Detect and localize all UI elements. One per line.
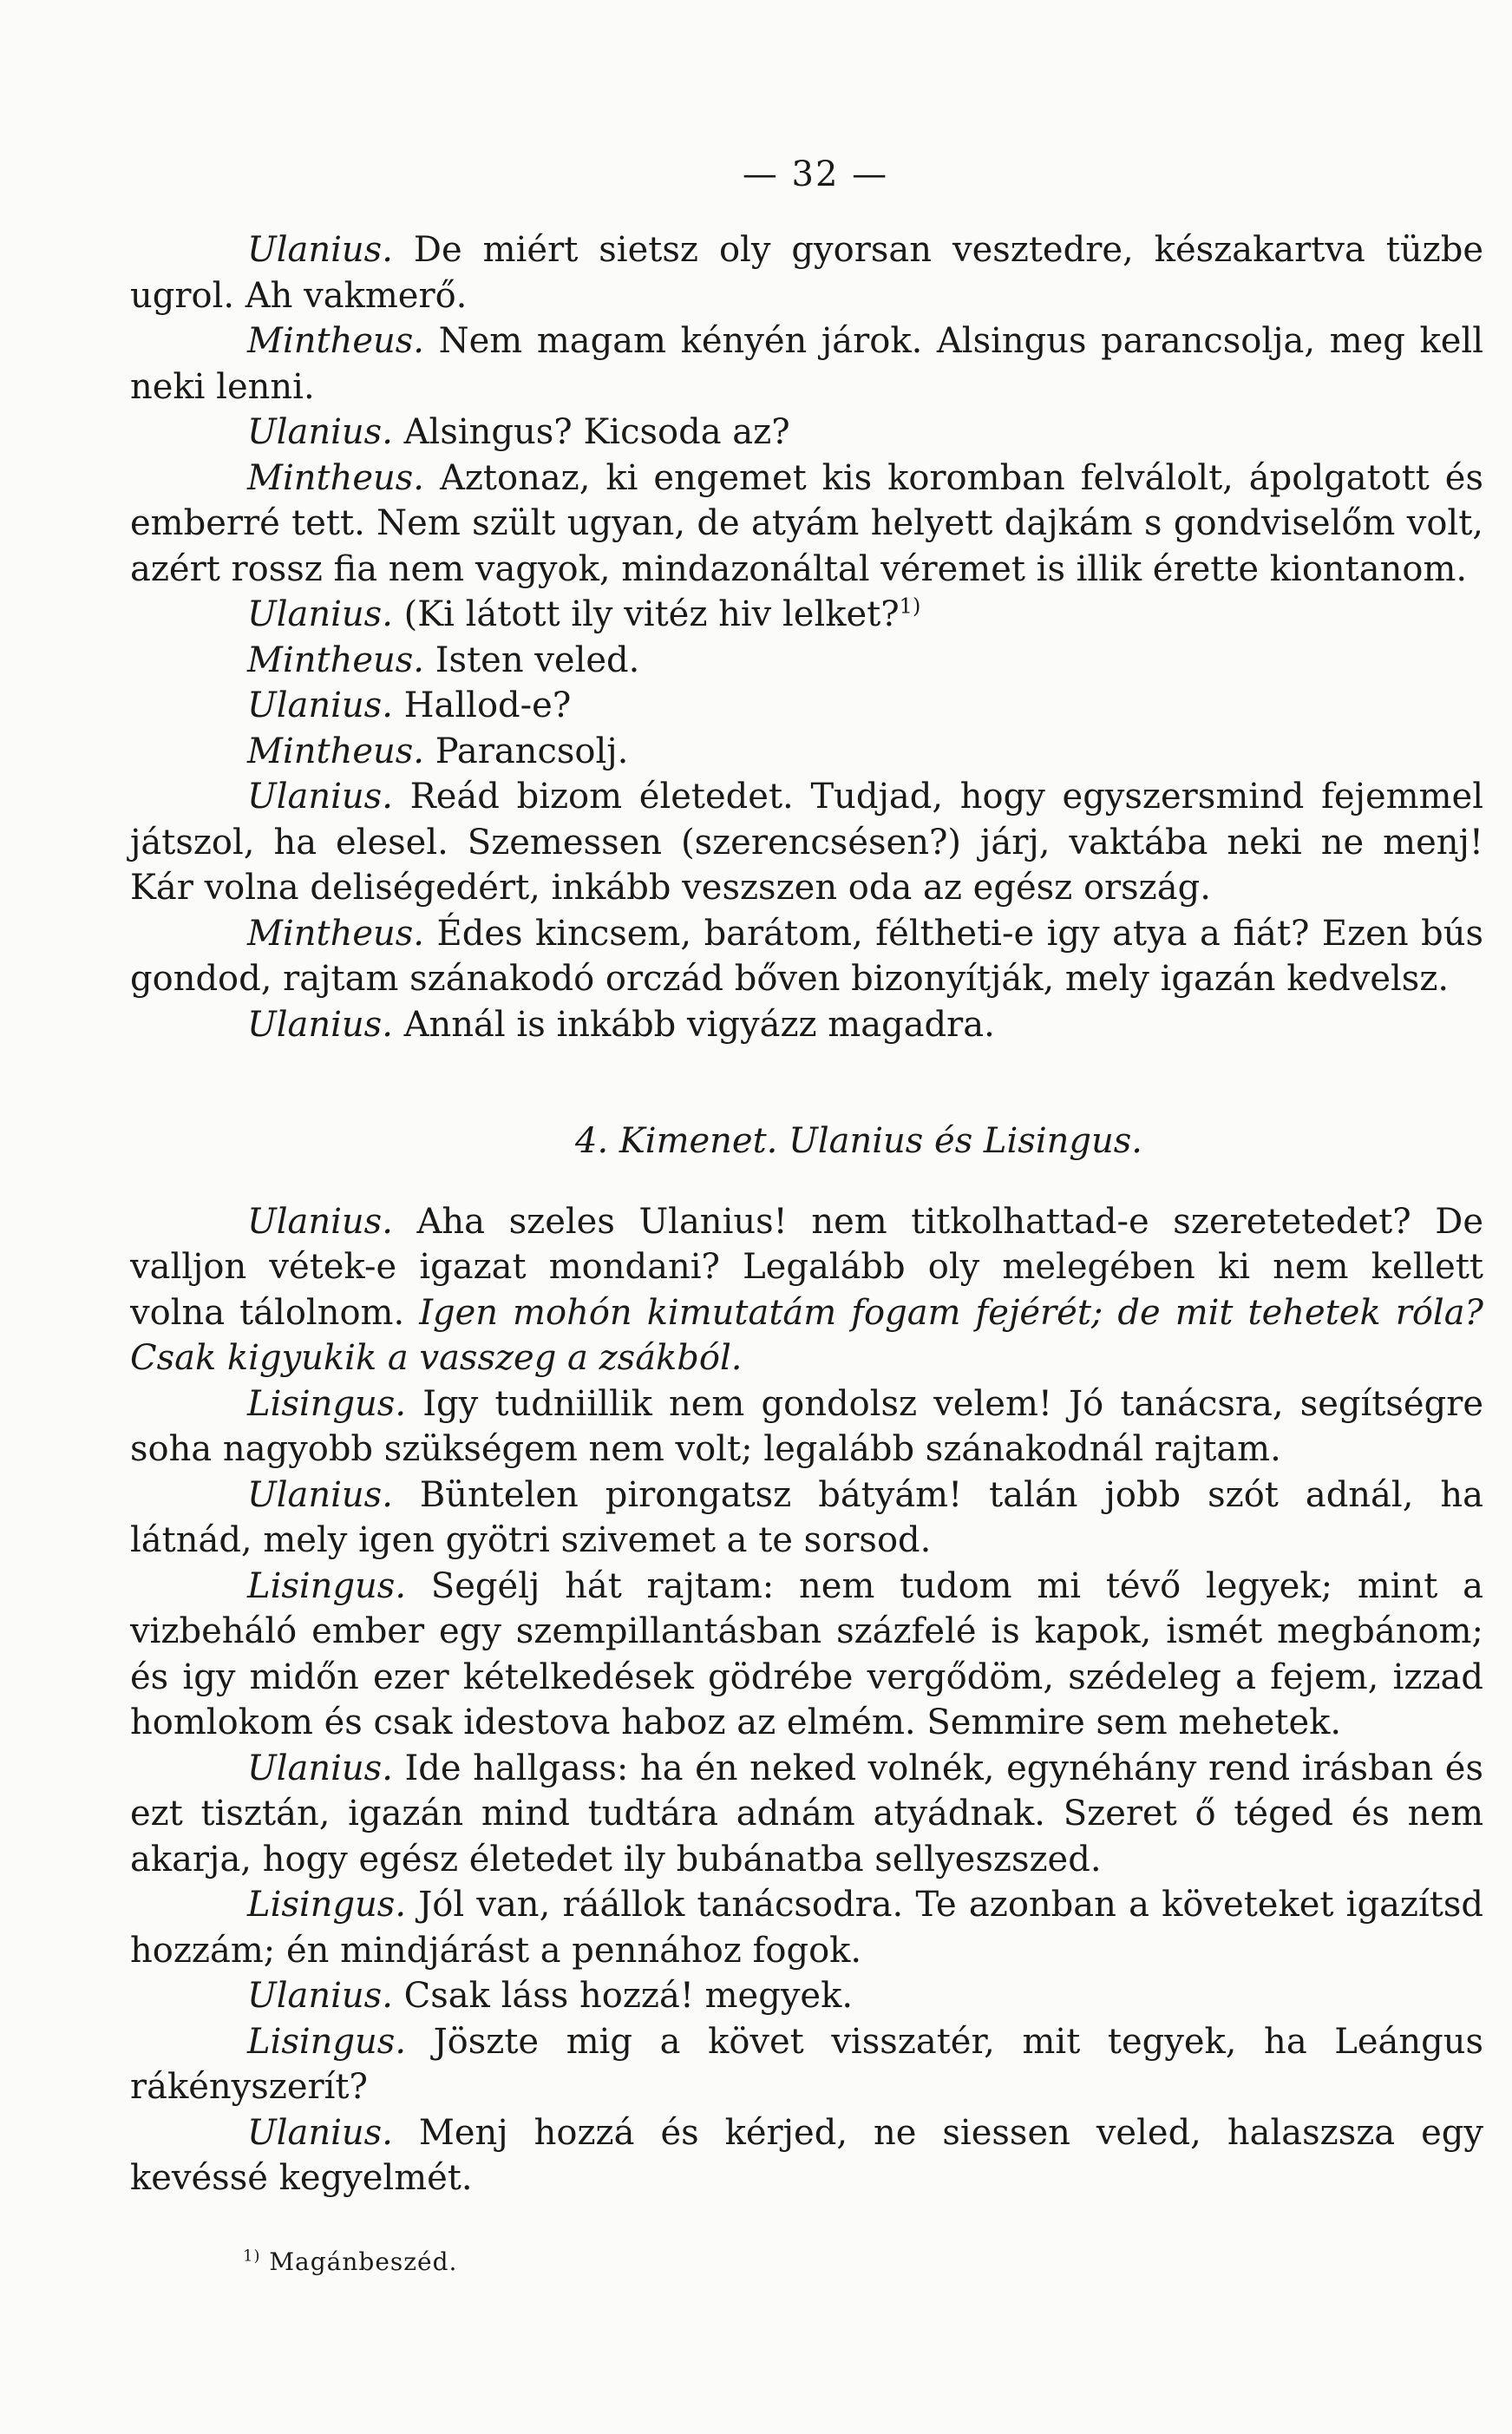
line-text: Büntelen pirongatsz bátyám! talán jobb szót adnál, ha látnád, mely igen gyötri szivemet a te sorsod. [130, 1474, 1483, 1560]
dialogue-line [130, 911, 1483, 1002]
dialogue-line [130, 227, 1483, 318]
dialogue-line [130, 410, 1483, 456]
footnote-mark: 1) [243, 2247, 261, 2266]
speaker-name: Mintheus. [247, 640, 425, 680]
dialogue-line [130, 318, 1483, 410]
speaker-name: Ulanius. [247, 777, 393, 817]
speaker-name: Ulanius. [247, 686, 393, 725]
dialogue-line [130, 1473, 1483, 1564]
line-text: De miért sietsz oly gyorsan vesztedre, készakartva tüzbe ugrol. Ah vakmerő. [130, 230, 1483, 316]
line-text: Annál is inkább vigyázz magadra. [392, 1004, 995, 1045]
dialogue-block-1 [130, 227, 1483, 592]
speaker-name: Ulanius. [247, 1748, 393, 1788]
speaker-name: Ulanius. [247, 594, 393, 634]
line-text: Nem magam kényén járok. Alsingus parancsolja, meg kell neki lenni. [130, 321, 1483, 407]
dialogue-text [130, 227, 1483, 2201]
line-text: Jól van, ráállok tanácsodra. Te azonban a követeket igazítsd hozzám; én mindjárást a pennához fogok. [130, 1885, 1483, 1971]
line-text: Segélj hát rajtam: nem tudom mi tévő legyek; mint a vizbeháló ember egy szempillantásban százfelé is kapok, ismét megbánom; és igy midőn ezer kételkedések gödrébe vergődöm, szédeleg a fejem, izzad homlokom és csak idestova haboz az elmém. Semmire sem mehetek. [130, 1565, 1483, 1742]
speaker-name: Ulanius. [247, 2112, 393, 2153]
dialogue-block-3 [130, 1381, 1483, 2201]
dialogue-line-aha [130, 1199, 1483, 1381]
line-text: Reád bizom életedet. Tudjad, hogy egyszersmind fejemmel játszol, ha elesel. Szemessen (szerencsésen?) járj, vaktába neki ne menj! Kár volna deliségedért, inkább veszszen oda az egész ország. [130, 777, 1483, 908]
speaker-name: Lisingus. [247, 1565, 407, 1606]
scene-heading: 4. Kimenet. Ulanius és Lisingus. [575, 1121, 1142, 1161]
dialogue-block-2 [130, 638, 1483, 1048]
line-text: (Ki látott ily vitéz hiv lelket? [392, 594, 900, 634]
speaker-name: Ulanius. [247, 1201, 393, 1242]
line-text: Alsingus? Kicsoda az? [392, 412, 790, 452]
line-text: Aha szeles Ulanius! nem titkolhattad-e szeretetedet? De valljon vétek-e igazat mondani? Legalább oly melegében ki nem kellett volna tálolnom. [130, 1201, 1483, 1333]
line-text: Hallod-e? [392, 686, 572, 725]
line-text: Aztonaz, ki engemet kis koromban felválolt, ápolgatott és emberré tett. Nem szült ugyan, de atyám helyett dajkám s gondviselőm volt, azért rossz fia nem vagyok, mindazonáltal véremet is illik érette kiontanom. [130, 457, 1483, 589]
page-number: — 32 — [742, 154, 889, 194]
speaker-name: Lisingus. [247, 1885, 407, 1925]
footnote [243, 2247, 457, 2276]
dialogue-line [130, 456, 1483, 593]
dialogue-line [130, 1973, 1483, 2019]
dialogue-line [130, 2019, 1483, 2110]
line-text: Csak láss hozzá! megyek. [392, 1976, 854, 2016]
speaker-name: Ulanius. [247, 1976, 393, 2016]
dialogue-line [130, 1882, 1483, 1973]
line-text: Menj hozzá és kérjed, ne siessen veled, halaszsza egy kevéssé kegyelmét. [130, 2112, 1483, 2198]
speaker-name: Lisingus. [247, 2021, 407, 2062]
line-text: Édes kincsem, barátom, féltheti-e igy atya a fiát? Ezen bús gondod, rajtam szánakodó orczád bőven bizonyítják, mely igazán kedvelsz. [130, 913, 1483, 999]
line-text: Jöszte mig a követ visszatér, mit tegyek, ha Leángus rákényszerít? [130, 2021, 1483, 2107]
dialogue-line [130, 2110, 1483, 2201]
dialogue-line [130, 729, 1483, 775]
dialogue-line [130, 638, 1483, 684]
dialogue-line [130, 683, 1483, 729]
dialogue-line-footnoted [130, 592, 1483, 638]
dialogue-line [130, 1746, 1483, 1883]
dialogue-line [130, 1564, 1483, 1746]
speaker-name: Ulanius. [247, 412, 393, 452]
line-text: Ide hallgass: ha én neked volnék, egynéhány rend irásban és ezt tisztán, igazán mind tudtára adnám atyádnak. Szeret ő téged és nem akarja, hogy egész életedet ily bubánatba sellyeszszed. [130, 1748, 1483, 1880]
footnote-reference: 1) [899, 594, 921, 619]
dialogue-line [130, 774, 1483, 911]
speaker-name: Ulanius. [247, 1004, 393, 1045]
line-text-italic: Igen mohón kimutatám fogam fejérét; de mit tehetek róla? Csak kigyukik a vasszeg a zsákból. [130, 1292, 1483, 1378]
line-text: Igy tudniillik nem gondolsz velem! Jó tanácsra, segítségre soha nagyobb szükségem nem volt; legalább szánakodnál rajtam. [130, 1383, 1483, 1469]
speaker-name: Ulanius. [247, 1474, 393, 1515]
speaker-name: Mintheus. [247, 457, 425, 498]
speaker-name: Mintheus. [247, 731, 425, 771]
speaker-name: Lisingus. [247, 1383, 407, 1424]
speaker-name: Ulanius. [247, 230, 393, 270]
footnote-text: Magánbeszéd. [260, 2247, 458, 2276]
speaker-name: Mintheus. [247, 913, 425, 954]
dialogue-line [130, 1002, 1483, 1048]
line-text: Isten veled. [424, 640, 640, 680]
line-text: Parancsolj. [424, 731, 629, 771]
dialogue-line [130, 1381, 1483, 1473]
speaker-name: Mintheus. [247, 321, 425, 361]
